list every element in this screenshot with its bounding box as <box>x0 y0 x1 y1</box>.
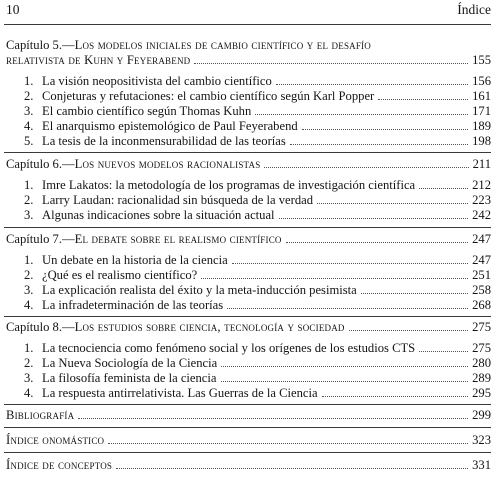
entry-title: La explicación realista del éxito y la meta-inducción pesimista <box>42 283 357 297</box>
dot-leader <box>116 468 468 469</box>
entry-title: El debate sobre el realismo científico <box>74 232 282 246</box>
section-number: 2. <box>24 193 34 207</box>
toc-section[interactable] <box>24 89 491 104</box>
entry-text <box>24 283 357 298</box>
dot-leader <box>108 443 468 444</box>
dot-leader <box>349 330 468 331</box>
toc-section[interactable] <box>24 104 491 119</box>
entry-text <box>24 341 415 356</box>
page-ref: 289 <box>472 371 491 385</box>
entry-text <box>24 74 272 89</box>
dot-leader <box>419 188 468 189</box>
entry-text <box>24 89 374 104</box>
toc-section[interactable] <box>24 283 491 298</box>
divider <box>4 152 491 153</box>
entry-title: La respuesta antirrelativista. Las Guerras de la Ciencia <box>42 386 318 400</box>
divider <box>4 24 491 25</box>
page-ref: 247 <box>472 232 491 246</box>
dot-leader <box>286 242 468 243</box>
page-ref: 189 <box>472 119 491 133</box>
entry-text <box>24 104 251 119</box>
section-number: 4. <box>24 298 34 312</box>
section-number: 2. <box>24 356 34 370</box>
entry-text <box>24 268 197 283</box>
dot-leader <box>255 114 468 115</box>
page-ref: 242 <box>472 208 491 222</box>
running-title: Índice <box>457 2 491 17</box>
entry-title: Conjeturas y refutaciones: el cambio científico según Karl Popper <box>42 89 375 103</box>
section-number: 1. <box>24 74 34 88</box>
page-header <box>6 2 491 18</box>
divider <box>4 427 491 428</box>
chapter-label: Capítulo 7.— <box>6 232 75 246</box>
page-ref: 171 <box>472 104 491 118</box>
chapter-label: Capítulo 8.— <box>6 320 75 334</box>
entry-title: Larry Laudan: racionalidad sin búsqueda de la verdad <box>42 193 314 207</box>
entry-title: Los estudios sobre ciencia, tecnología y sociedad <box>74 320 345 334</box>
entry-title: Bibliografía <box>6 408 75 422</box>
section-number: 3. <box>24 283 34 297</box>
entry-title: La visión neopositivista del cambio científico <box>42 74 272 88</box>
page-ref: 280 <box>472 356 491 370</box>
entry-text <box>24 356 217 371</box>
page-ref: 275 <box>472 341 491 355</box>
toc-section[interactable] <box>24 298 491 313</box>
toc-section[interactable] <box>24 371 491 386</box>
entry-text <box>24 193 313 208</box>
chapter-label: Capítulo 5.— <box>6 38 75 52</box>
dot-leader <box>227 308 468 309</box>
dot-leader <box>317 203 468 204</box>
dot-leader <box>78 418 468 419</box>
page-ref: 331 <box>472 458 491 472</box>
chapter-title: Los modelos iniciales de cambio científico y el desafío <box>74 38 371 52</box>
page-ref: 299 <box>472 408 491 422</box>
dot-leader <box>221 366 468 367</box>
chapter-7-heading[interactable] <box>6 232 491 247</box>
entry-title: El cambio científico según Thomas Kuhn <box>42 104 252 118</box>
entry-text <box>24 208 275 223</box>
entry-text <box>24 298 223 313</box>
page-ref: 161 <box>472 89 491 103</box>
page-ref: 268 <box>472 298 491 312</box>
entry-text <box>6 157 260 172</box>
page-ref: 156 <box>472 74 491 88</box>
dot-leader <box>322 396 469 397</box>
entry-text <box>6 38 491 53</box>
section-number: 3. <box>24 371 34 385</box>
toc-section[interactable] <box>24 134 491 149</box>
dot-leader <box>378 99 468 100</box>
entry-title: Imre Lakatos: la metodología de los programas de investigación científica <box>42 178 416 192</box>
dot-leader <box>201 278 468 279</box>
entry-title: La tecnociencia como fenómeno social y los orígenes de los estudios CTS <box>42 341 416 355</box>
entry-title: Un debate en la historia de la ciencia <box>42 253 228 267</box>
entry-text <box>24 134 286 149</box>
dot-leader <box>361 293 468 294</box>
dot-leader <box>290 144 468 145</box>
page-ref: 223 <box>472 193 491 207</box>
bibliography-entry[interactable] <box>6 408 491 423</box>
chapter-5-heading[interactable] <box>6 38 491 53</box>
section-number: 4. <box>24 386 34 400</box>
toc-section[interactable] <box>24 119 491 134</box>
entry-text <box>24 119 298 134</box>
divider <box>4 452 491 453</box>
page-number: 10 <box>6 2 20 17</box>
dot-leader <box>419 351 468 352</box>
page-ref: 295 <box>472 386 491 400</box>
section-number: 3. <box>24 104 34 118</box>
toc-section[interactable] <box>24 341 491 356</box>
dot-leader <box>221 381 469 382</box>
page-ref: 258 <box>472 283 491 297</box>
entry-text <box>6 320 345 335</box>
entry-title: Índice de conceptos <box>6 458 113 472</box>
toc-section[interactable] <box>24 74 491 89</box>
entry-title: El anarquismo epistemológico de Paul Feyerabend <box>42 119 298 133</box>
divider <box>4 404 491 405</box>
chapter-8-heading[interactable] <box>6 320 491 335</box>
dot-leader <box>302 129 468 130</box>
entry-title: La tesis de la inconmensurabilidad de las teorías <box>42 134 286 148</box>
section-number: 1. <box>24 341 34 355</box>
chapter-6-heading[interactable] <box>6 157 491 172</box>
toc-section[interactable] <box>24 208 491 223</box>
entry-text <box>24 386 318 401</box>
toc-section[interactable] <box>24 193 491 208</box>
toc-section[interactable] <box>24 356 491 371</box>
section-number: 4. <box>24 119 34 133</box>
dot-leader <box>279 218 469 219</box>
entry-text <box>24 253 228 268</box>
page-ref: 275 <box>472 320 491 334</box>
dot-leader <box>194 63 468 64</box>
page-ref: 251 <box>472 268 491 282</box>
concept-index-entry[interactable] <box>6 458 491 473</box>
entry-text <box>24 371 217 386</box>
entry-title: La Nueva Sociología de la Ciencia <box>42 356 218 370</box>
toc-section[interactable] <box>24 386 491 401</box>
page-ref: 155 <box>472 53 491 67</box>
page-ref: 211 <box>472 157 491 171</box>
chapter-5-heading-cont[interactable] <box>6 53 491 68</box>
dot-leader <box>264 167 468 168</box>
entry-title: Los nuevos modelos racionalistas <box>74 157 261 171</box>
entry-title: La infradeterminación de las teorías <box>42 298 224 312</box>
section-number: 3. <box>24 208 34 222</box>
dot-leader <box>232 263 468 264</box>
dot-leader <box>276 84 468 85</box>
section-number: 1. <box>24 178 34 192</box>
page-ref: 247 <box>472 253 491 267</box>
section-number: 5. <box>24 134 34 148</box>
entry-text <box>6 232 282 247</box>
section-number: 2. <box>24 268 34 282</box>
entry-title: ¿Qué es el realismo científico? <box>42 268 198 282</box>
page-ref: 198 <box>472 134 491 148</box>
name-index-entry[interactable] <box>6 433 491 448</box>
chapter-label: Capítulo 6.— <box>6 157 75 171</box>
page-ref: 212 <box>472 178 491 192</box>
section-number: 1. <box>24 253 34 267</box>
entry-title: La filosofía feminista de la ciencia <box>42 371 217 385</box>
toc-section[interactable] <box>24 178 491 193</box>
toc-section[interactable] <box>24 268 491 283</box>
divider <box>4 316 491 317</box>
toc-section[interactable] <box>24 253 491 268</box>
entry-text <box>24 178 415 193</box>
entry-title: Algunas indicaciones sobre la situación actual <box>42 208 275 222</box>
entry-title: Índice onomástico <box>6 433 105 447</box>
divider <box>4 227 491 228</box>
entry-title: relativista de Kuhn y Feyerabend <box>6 53 191 67</box>
page-ref: 323 <box>472 433 491 447</box>
section-number: 2. <box>24 89 34 103</box>
